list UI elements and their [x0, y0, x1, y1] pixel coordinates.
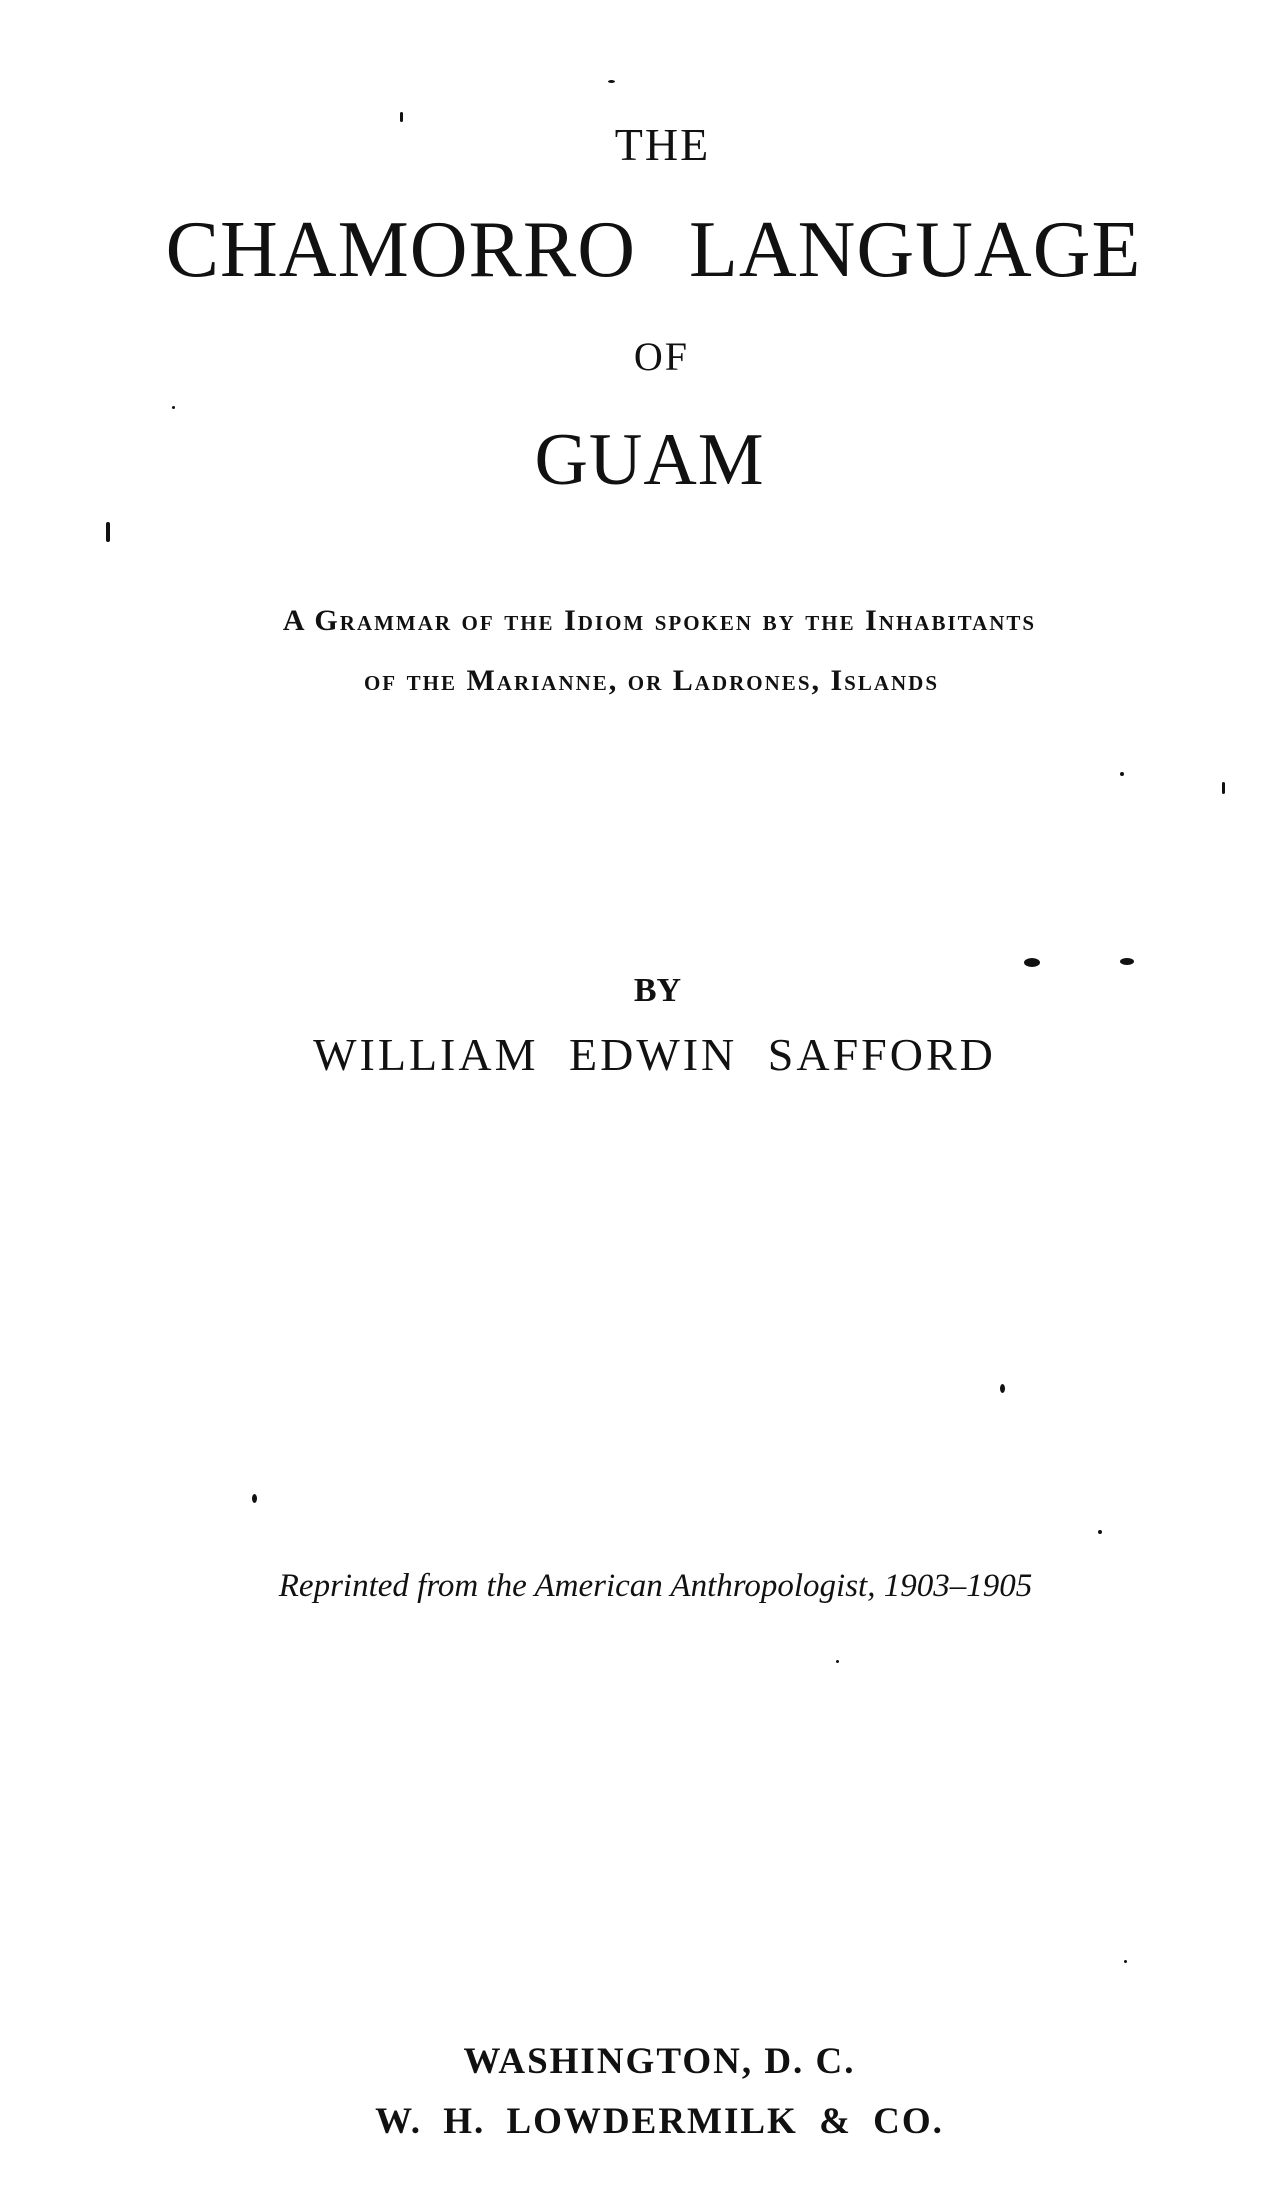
imprint-place: WASHINGTON, D. C. [463, 2041, 856, 2082]
imprint-publisher: W. H. LOWDERMILK & CO. [375, 2101, 944, 2142]
scan-speck [1000, 1384, 1005, 1393]
subtitle-line-1: A Grammar of the Idiom spoken by the Inhabitants [282, 604, 1037, 637]
scan-speck [1120, 772, 1124, 776]
title-of: OF [633, 334, 690, 379]
title-place: GUAM [534, 419, 765, 501]
scan-speck [400, 112, 403, 122]
main-title: CHAMORRO LANGUAGE [165, 206, 1142, 294]
reprint-note: Reprinted from the American Anthropologist, 1903–1905 [278, 1568, 1033, 1604]
scan-speck [836, 1660, 839, 1663]
scan-speck [252, 1494, 257, 1503]
by-label: BY [633, 972, 682, 1009]
scan-speck [1024, 958, 1040, 967]
scan-speck [1124, 1960, 1127, 1963]
scan-speck [172, 406, 175, 409]
scan-speck [1098, 1530, 1102, 1534]
title-the: THE [614, 119, 711, 170]
scan-speck [1120, 958, 1134, 965]
subtitle-line-2: of the Marianne, or Ladrones, Islands [363, 664, 940, 697]
scan-speck [106, 522, 110, 542]
author-name: WILLIAM EDWIN SAFFORD [313, 1029, 996, 1080]
scan-speck [1222, 782, 1225, 794]
scan-speck [608, 80, 615, 83]
